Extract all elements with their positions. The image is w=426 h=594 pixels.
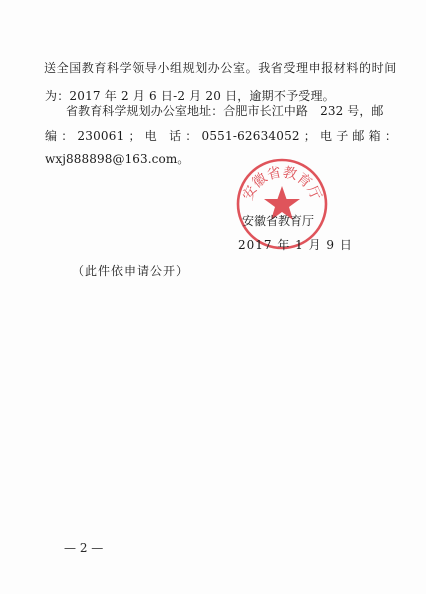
body-line-5: wxj888898@163.com。	[45, 152, 190, 166]
issuer-name: 安徽省教育厅	[242, 214, 315, 228]
body-line-2: 为：2017 年 2 月 6 日-2 月 20 日，逾期不予受理。	[45, 89, 335, 103]
page-number: — 2 —	[64, 541, 104, 555]
body-line-4: 编 ： 230061 ； 电 话 ： 0551-62634052 ； 电 子 邮 箱 ：	[45, 129, 398, 143]
body-line-1: 送全国教育科学领导小组规划办公室。我省受理申报材料的时间	[44, 61, 397, 75]
svg-text:安徽省教育厅: 安徽省教育厅	[240, 164, 324, 203]
disclosure-note: （此件依申请公开）	[72, 264, 190, 278]
issue-date: 2017 年 1 月 9 日	[238, 238, 353, 252]
body-line-3: 省教育科学规划办公室地址：合肥市长江中路 232 号，邮	[66, 104, 384, 118]
